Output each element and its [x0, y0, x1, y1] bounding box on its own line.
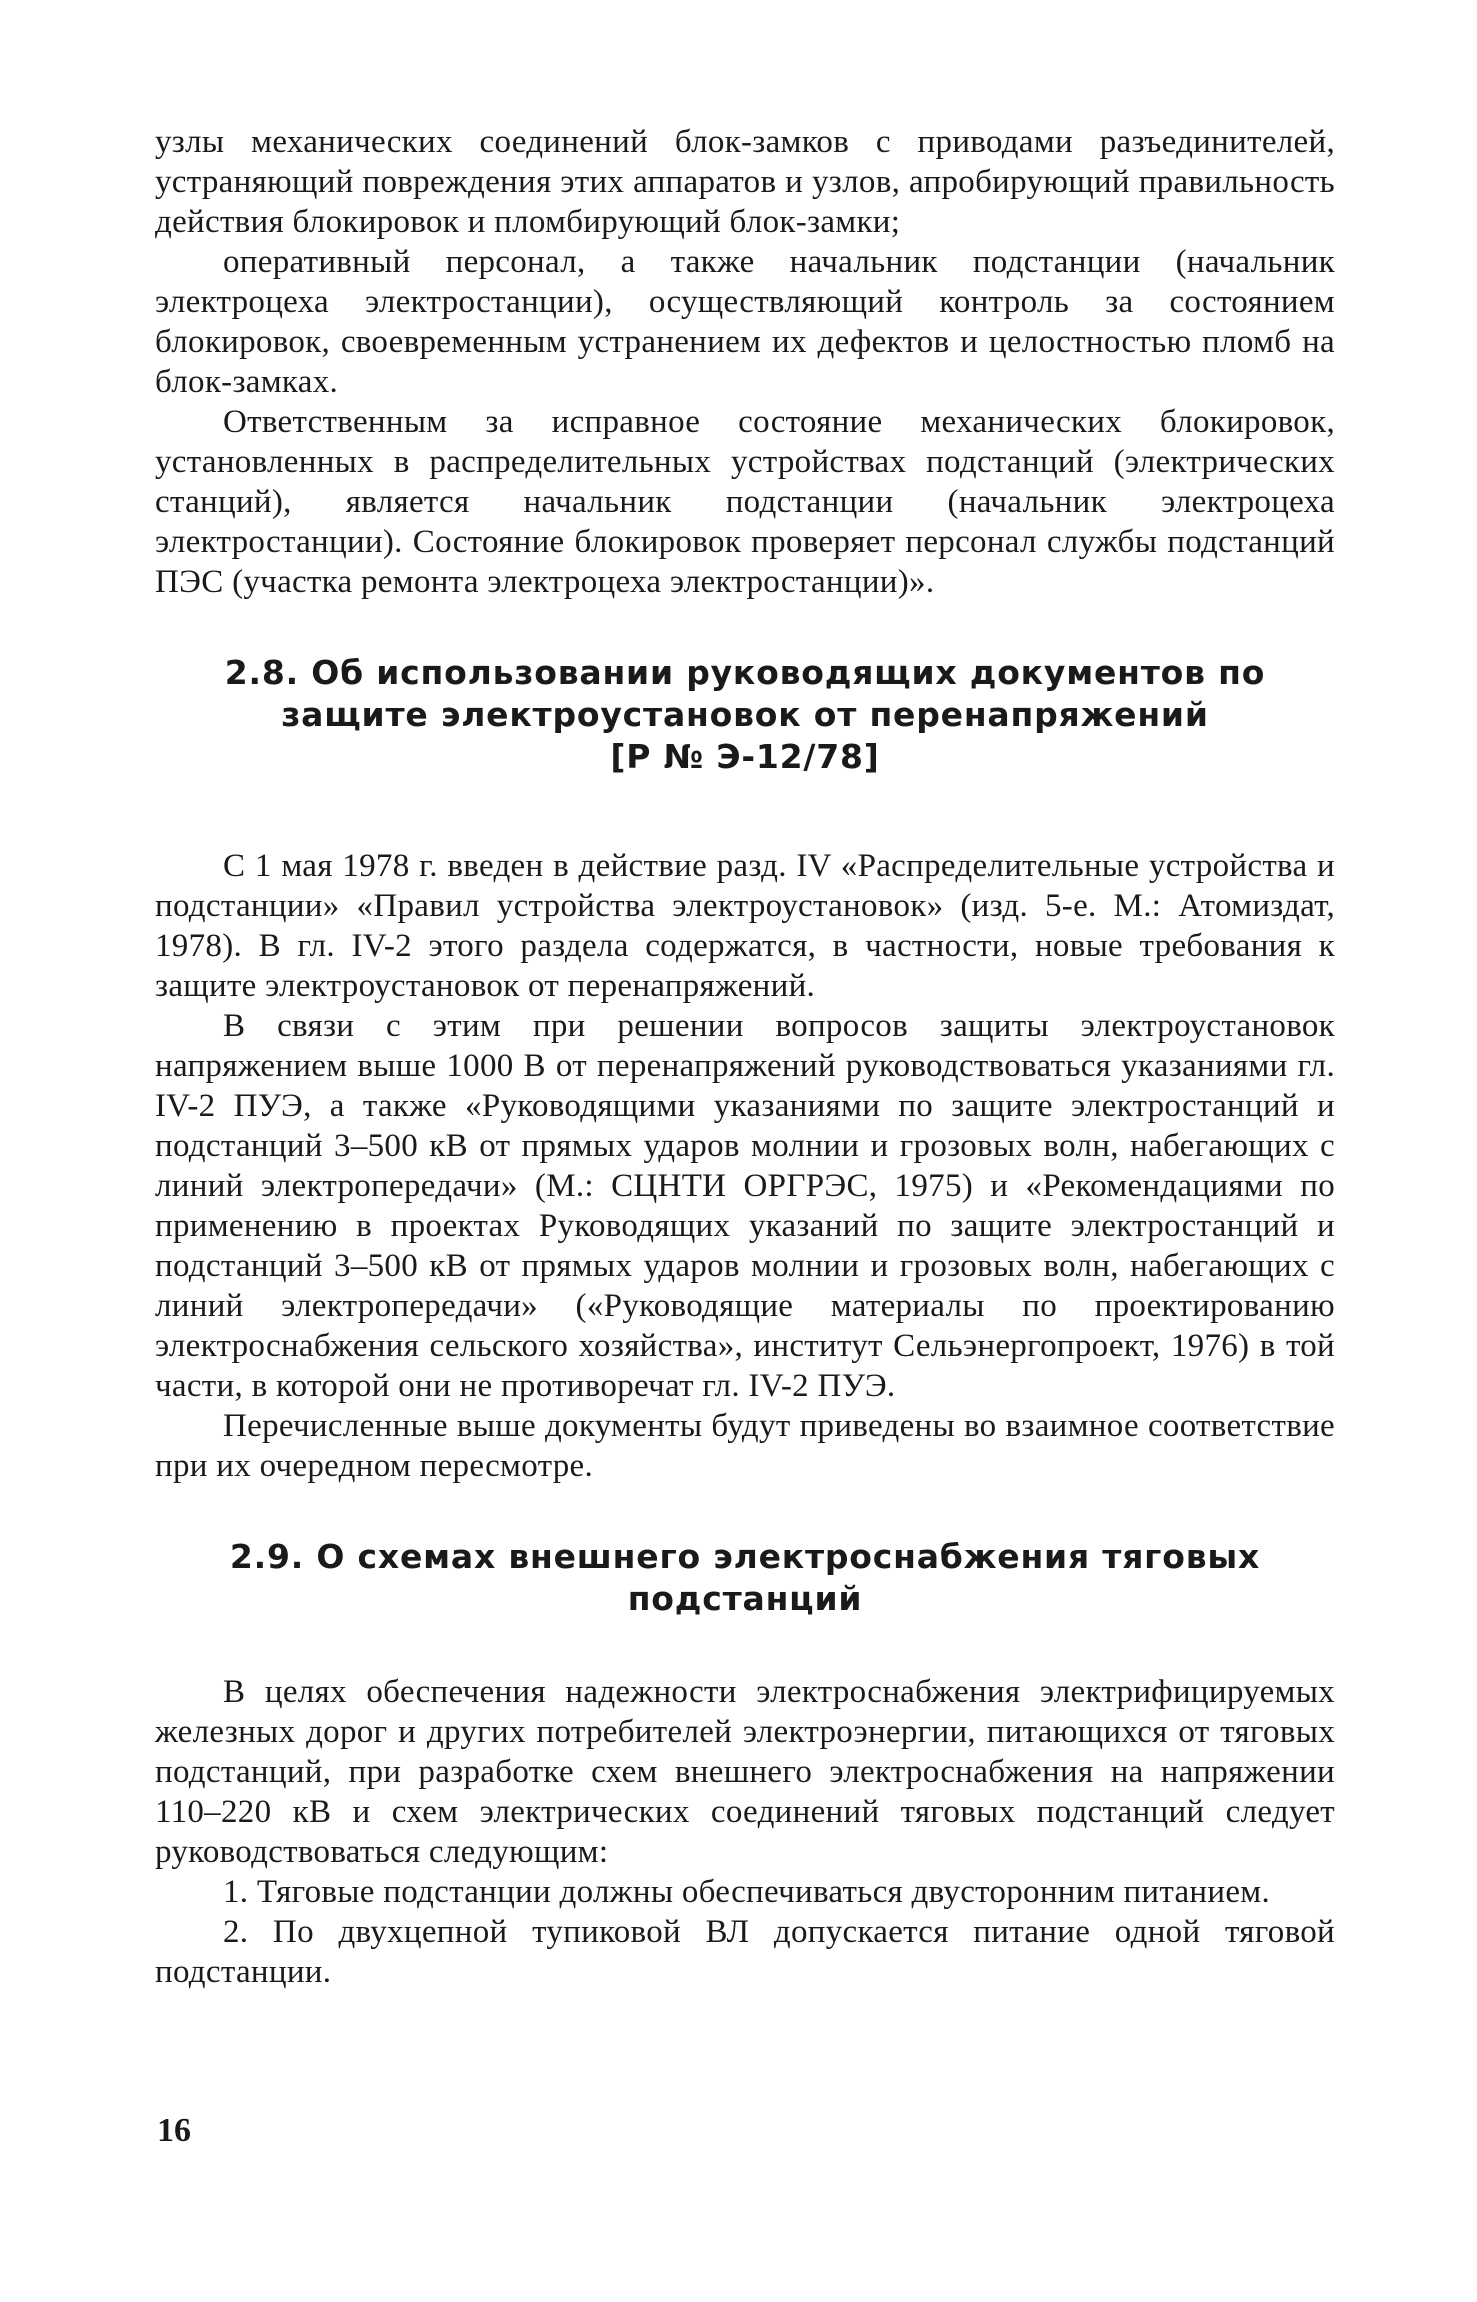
section-2-8-heading-line-2: защите электроустановок от перенапряжений: [281, 695, 1209, 734]
section-2-8-paragraph-3: Перечисленные выше документы будут приведены во взаимное соответствие при их очередном пересмотре.: [155, 1408, 1335, 1484]
section-2-8-heading-line-3: [Р № Э-12/78]: [610, 737, 880, 776]
section-2-9-heading-line-1: 2.9. О схемах внешнего электроснабжения тяговых: [229, 1537, 1261, 1576]
intro-paragraph-1: узлы механических соединений блок-замков с приводами разъединителей, устраняющий повреждения этих аппаратов и узлов, апробирующий правильность действия блокировок и пломбирующий блок-замки;: [155, 124, 1335, 240]
section-2-8-paragraph-2: В связи с этим при решении вопросов защиты электроустановок напряжением выше 1000 В от перенапряжений руководствоваться указаниями гл. IV-2 ПУЭ, а также «Руководящими указаниями по защите электростанций и подстанций 3–500 кВ от прямых ударов молнии и грозовых волн, набегающих с линий электропередачи» (М.: СЦНТИ ОРГРЭС, 1975) и «Рекомендациями по применению в проектах Руководящих указаний по защите электростанций и подстанций 3–500 кВ от прямых ударов молнии и грозовых волн, набегающих с линий электропередачи» («Руководящие материалы по проектированию электроснабжения сельского хозяйства», институт Сельэнергопроект, 1976) в той части, в которой они не противоречат гл. IV-2 ПУЭ.: [155, 1008, 1335, 1404]
section-2-9-heading: [155, 1536, 1335, 1620]
section-2-8-heading: [155, 652, 1335, 778]
page-number: 16: [157, 2112, 191, 2149]
section-2-8-paragraph-1: С 1 мая 1978 г. введен в действие разд. IV «Распределительные устройства и подстанции» «Правил устройства электроустановок» (изд. 5-е. М.: Атомиздат, 1978). В гл. IV-2 этого раздела содержатся, в частности, новые требования к защите электроустановок от перенапряжений.: [155, 848, 1335, 1004]
intro-paragraph-3: Ответственным за исправное состояние механических блокировок, установленных в распределительных устройствах подстанций (электрических станций), является начальник подстанции (начальник электроцеха электростанции). Состояние блокировок проверяет персонал службы подстанций ПЭС (участка ремонта электроцеха электростанции)».: [155, 404, 1335, 600]
section-2-9-list-item-2: 2. По двухцепной тупиковой ВЛ допускается питание одной тяговой подстанции.: [155, 1914, 1335, 1990]
section-2-8-heading-line-1: 2.8. Об использовании руководящих документов по: [224, 653, 1266, 692]
section-2-9-paragraph-1: В целях обеспечения надежности электроснабжения электрифицируемых железных дорог и других потребителей электроэнергии, питающихся от тяговых подстанций, при разработке схем внешнего электроснабжения на напряжении 110–220 кВ и схем электрических соединений тяговых подстанций следует руководствоваться следующим:: [155, 1674, 1335, 1870]
section-2-9-list-item-1: 1. Тяговые подстанции должны обеспечиваться двусторонним питанием.: [223, 1874, 1271, 1910]
document-page: [155, 122, 1335, 1992]
section-2-9-heading-line-2: подстанций: [627, 1579, 863, 1618]
intro-paragraph-2: оперативный персонал, а также начальник подстанции (начальник электроцеха электростанции), осуществляющий контроль за состоянием блокировок, своевременным устранением их дефектов и целостностью пломб на блок-замках.: [155, 244, 1335, 400]
